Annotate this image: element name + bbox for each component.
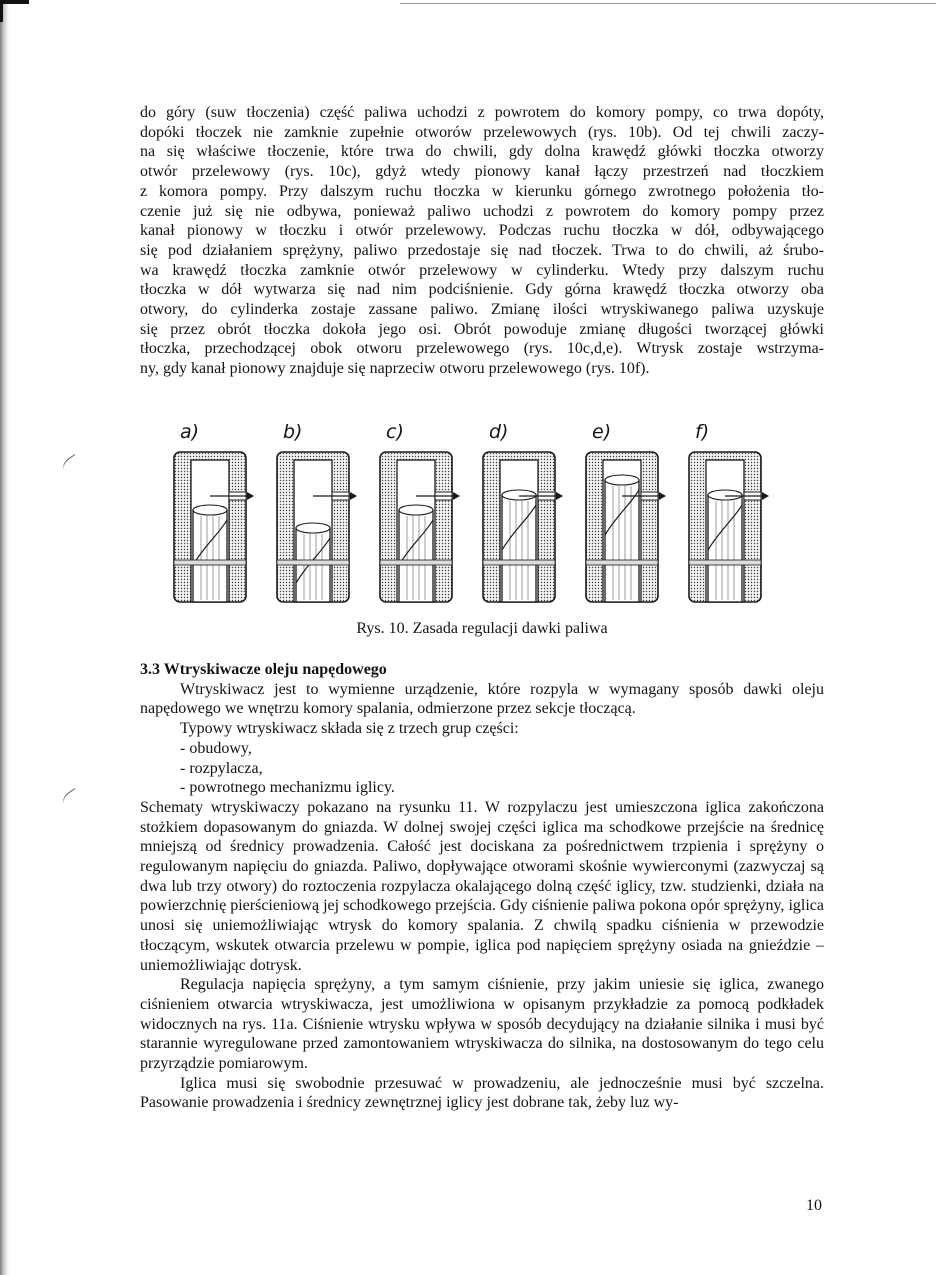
panel-label: f) — [695, 421, 710, 443]
text-line: otwór przelewowy (rys. 10c), gdyż wtedy pionowy kanał łączy przestrzeń nad tłoczkiem — [140, 163, 824, 181]
plunger-top — [399, 505, 433, 515]
barrel-collar — [483, 560, 555, 565]
text-line: tłoczka, przechodzącej obok otworu przelewowego (rys. 10c,d,e). Wtrysk zostaje wstrzyma- — [140, 340, 824, 358]
flow-arrowhead — [762, 492, 769, 500]
paragraph: Wtryskiwacz jest to wymienne urządzenie, które rozpyla w wymagany sposób dawki oleju napędowego we wnętrzu komory spalania, odmierzone przez sekcje tłoczącą. — [140, 680, 824, 718]
scan-corner-mark — [0, 0, 29, 22]
plunger-panel — [483, 421, 563, 602]
page-number: 10 — [806, 1197, 822, 1214]
figure-plunger-diagrams — [165, 410, 790, 610]
section-injectors — [140, 660, 824, 1113]
plunger-top — [605, 475, 639, 485]
panel-label: d) — [489, 421, 509, 443]
plunger-panel — [174, 421, 254, 602]
paragraph: Schematy wtryskiwaczy pokazano na rysunku 11. W rozpylaczu jest umieszczona iglica zakończona stożkiem dopasowanym do gniazda. W dolnej swojej części iglica ma schodkowe przejście na średnicę mniejszą od średnicy prowadzenia. Całość jest dociskana za pośrednictwem trzpienia i sprężyny o regulowanym napięciu do gniazda. Paliwo, dopływające otworami skośnie wywierconymi (zazwyczaj są dwa lub trzy otwory) do roztoczenia rozpylacza okalającego dolną część iglicy, tzw. studzienki, działa na powierzchnię pierścieniową jej schodkowego przejścia. Gdy ciśnienie paliwa pokona opór sprężyny, iglica unosi się uniemożliwiając wtrysk do komory spalania. Z chwilą spadku ciśnienia w przewodzie tłoczącym, wskutek otwarcia przelewu w pompie, iglica pod napięciem sprężyny osiada na gnieździe – uniemożliwiając dotrysk. — [140, 798, 824, 974]
margin-pencil-mark — [60, 788, 82, 809]
plunger-top — [296, 523, 330, 533]
paragraph: Typowy wtryskiwacz składa się z trzech grup części: — [180, 720, 519, 738]
text-line: ny, gdy kanał pionowy znajduje się naprzeciw otworu przelewowego (rys. 10f). — [140, 360, 650, 378]
flow-arrowhead — [247, 492, 254, 500]
panel-label: c) — [386, 421, 404, 443]
panel-label: e) — [592, 421, 612, 443]
plunger-panel — [586, 421, 666, 602]
plunger-top — [708, 490, 742, 500]
text-line: dopóki tłoczek nie zamknie zupełnie otworów przelewowych (rys. 10b). Od tej chwili zaczy- — [140, 123, 824, 141]
paragraph: Iglica musi się swobodnie przesuwać w prowadzeniu, ale jednocześnie musi być szczelna. Pasowanie prowadzenia i średnicy zewnętrznej iglicy jest dobrane tak, żeby luz wy- — [140, 1074, 824, 1112]
barrel-collar — [586, 560, 658, 565]
flow-arrowhead — [350, 492, 357, 500]
text-line: kanał pionowy w tłoczku i otwór przelewowy. Podczas ruchu tłoczka w dół, odbywającego — [140, 222, 824, 240]
plunger — [193, 510, 227, 602]
scan-top-rule — [400, 3, 936, 4]
text-line: z komora pompy. Przy dalszym ruchu tłoczka w kierunku górnego zwrotnego położenia tło- — [140, 182, 824, 200]
barrel-collar — [277, 560, 349, 565]
plunger — [399, 510, 433, 602]
plunger — [502, 495, 536, 602]
barrel-collar — [174, 560, 246, 565]
paragraph-continuation — [140, 103, 824, 379]
list-item: - powrotnego mechanizmu iglicy. — [180, 779, 395, 797]
flow-arrowhead — [556, 492, 563, 500]
margin-pencil-mark — [60, 454, 82, 475]
plunger-panel — [380, 421, 460, 602]
text-line: czenie już się nie odbywa, ponieważ paliwo uchodzi z powrotem do komory pompy przez — [140, 202, 824, 220]
text-line: tłoczka w dół wytwarza się nad nim podciśnienie. Gdy górna krawędź tłoczka otworzy oba — [140, 281, 824, 299]
text-line: się przez obrót tłoczka dokoła jego osi. Obrót powoduje zmianę długości tworzącej główki — [140, 320, 824, 338]
text-line: otwory, do cylinderka zostaje zassane paliwo. Zmianę ilości wtryskiwanego paliwa uzyskuje — [140, 301, 824, 319]
plunger — [708, 495, 742, 602]
text-line: wa krawędź tłoczka zamknie otwór przelewowy w cylinderku. Wtedy przy dalszym ruchu — [140, 261, 824, 279]
paragraph: Regulacja napięcia sprężyny, a tym samym ciśnienie, przy jakim uniesie się iglica, zwanego ciśnieniem otwarcia wtryskiwacza, jest umożliwiona w opisanym przykładzie za pomocą podkładek widocznych na rys. 11a. Ciśnienie wtrysku wpływa w sposób decydujący na działanie silnika i musi być starannie wyregulowane przed zamontowaniem wtryskiwacza do silnika, na dostosowanym do tego celu przyrządzie pomiarowym. — [140, 976, 824, 1073]
plunger-panel — [277, 421, 357, 602]
plunger-top — [502, 490, 536, 500]
section-heading: 3.3 Wtryskiwacze oleju napędowego — [140, 661, 387, 678]
plunger-diagram-svg — [165, 410, 790, 610]
figure-caption: Rys. 10. Zasada regulacji dawki paliwa — [356, 620, 608, 637]
list-item: - obudowy, — [180, 739, 252, 757]
list-item: - rozpylacza, — [180, 759, 263, 777]
flow-arrowhead — [453, 492, 460, 500]
text-line: się pod działaniem sprężyny, paliwo przedostaje się nad tłoczek. Trwa to do chwili, aż śrubo- — [140, 241, 824, 259]
plunger-panel — [689, 421, 769, 602]
panel-label: a) — [180, 421, 200, 443]
text-line: do góry (suw tłoczenia) część paliwa uchodzi z powrotem do komory pompy, co trwa dopóty, — [140, 104, 824, 121]
scan-edge-shadow — [0, 0, 9, 1275]
panel-label: b) — [283, 421, 303, 443]
flow-arrowhead — [659, 492, 666, 500]
barrel-collar — [689, 560, 761, 565]
plunger-top — [193, 505, 227, 515]
text-line: na się właściwe tłoczenie, które trwa do chwili, gdy dolna krawędź główki tłoczka otworzy — [140, 143, 824, 161]
barrel-collar — [380, 560, 452, 565]
